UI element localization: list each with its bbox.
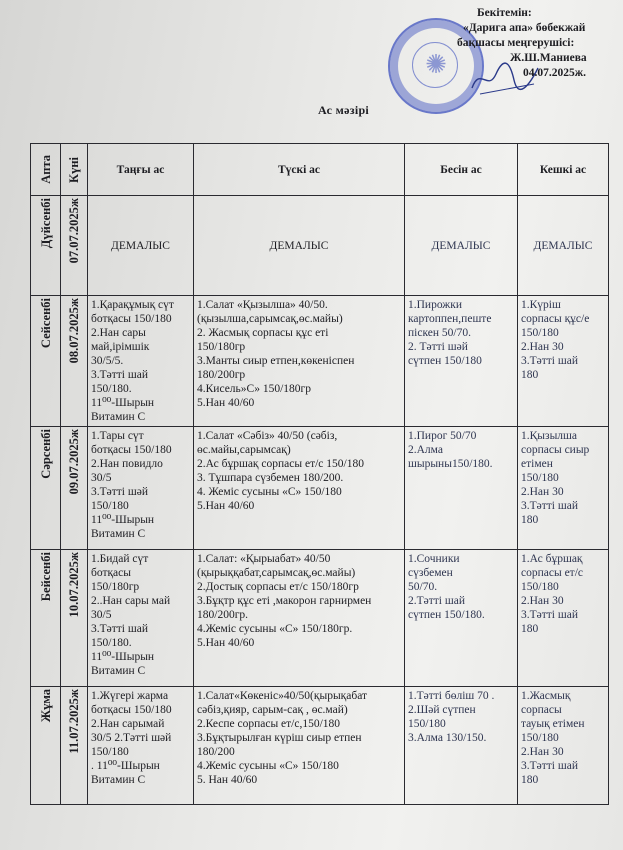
menu-item-line: сорпасы сиыр	[521, 444, 590, 456]
header-row	[31, 144, 609, 196]
menu-item-line: Витамин С	[91, 411, 146, 423]
menu-item-line: 30/5	[91, 472, 112, 484]
menu-item-line: 2.Нан повидло	[91, 458, 163, 470]
menu-item-line: 150/180.	[91, 637, 132, 649]
date-cell: 09.07.2025ж	[61, 427, 88, 550]
approval-line: бақшасы меңгерушісі:	[457, 37, 575, 49]
weekday-cell: Дүйсенбі	[31, 196, 61, 296]
supper-cell	[518, 427, 609, 550]
menu-item-line: 3.Тәтті шай	[521, 760, 578, 772]
menu-item-line: 11⁰⁰-Шырын	[91, 651, 155, 663]
menu-item-line: 2.Алма	[408, 444, 443, 456]
weekday-cell: Сейсенбі	[31, 296, 61, 427]
menu-item-line: сүтпен 150/180.	[408, 609, 485, 621]
menu-item-line: картоппен,пеште	[408, 313, 492, 325]
menu-item-line: 2..Нан сары май	[91, 595, 171, 607]
menu-item-line: 2.Нан 30	[521, 746, 564, 758]
menu-item-line: 3. Тұшпара сүзбемен 180/200.	[197, 472, 344, 484]
menu-item-line: сүтпен 150/180	[408, 355, 482, 367]
menu-item-line: 3.Тәтті шай	[521, 609, 578, 621]
menu-item-line: 4.Кисель»С» 150/180гр	[197, 383, 311, 395]
menu-item-line: 150/180	[521, 327, 559, 339]
menu-item-line: 4.Жеміс сусыны «С» 150/180	[197, 760, 339, 772]
menu-item-line: ботқасы 150/180	[91, 444, 172, 456]
header-breakfast: Таңғы ас	[88, 144, 194, 196]
menu-item-line: 2.Шәй сүтпен	[408, 704, 476, 716]
lunch-cell	[194, 296, 405, 427]
lunch-cell: ДЕМАЛЫС	[194, 196, 405, 296]
approval-line: 04.07.2025ж.	[523, 67, 586, 79]
snack-cell	[405, 550, 518, 687]
menu-item-line: май,ірімшік	[91, 341, 150, 353]
menu-item-line: 1.Қарақұмық сүт	[91, 299, 174, 311]
menu-item-line: (қызылша,сарымсақ,өс.майы)	[197, 313, 343, 325]
menu-item-line: 1.Бидай сүт	[91, 553, 149, 565]
menu-item-line: 1.Салат«Көкеніс»40/50(қырықабат	[197, 690, 368, 702]
menu-item-line: 180	[521, 369, 539, 381]
menu-item-line: 1.Ас бұршақ	[521, 553, 583, 565]
supper-cell	[518, 550, 609, 687]
menu-item-line: піскен 50/70.	[408, 327, 471, 339]
menu-item-line: 3.Тәтті шай	[91, 369, 148, 381]
menu-item-line: 2.Нан 30	[521, 486, 564, 498]
menu-item-line: Витамин С	[91, 528, 146, 540]
menu-item-line: 1.Салат: «Қырыабат» 40/50	[197, 553, 331, 565]
menu-item-line: 2.Нан 30	[521, 341, 564, 353]
supper-cell	[518, 687, 609, 805]
breakfast-cell	[88, 296, 194, 427]
approval-block	[455, 6, 620, 81]
menu-item-line: 30/5/5.	[91, 355, 124, 367]
header-lunch: Түскі ас	[194, 144, 405, 196]
breakfast-cell	[88, 550, 194, 687]
menu-item-line: тауық етімен	[521, 718, 585, 730]
menu-item-line: өс.майы,сарымсақ)	[197, 444, 291, 456]
menu-item-line: 3.Тәтті шай	[521, 355, 578, 367]
menu-item-line: 1.Жүгері жарма	[91, 690, 169, 702]
header-day: Күні	[61, 144, 88, 196]
menu-item-line: 11⁰⁰-Шырын	[91, 514, 155, 526]
menu-item-line: 3.Тәтті шәй	[91, 486, 148, 498]
weekday-cell: Сәрсенбі	[31, 427, 61, 550]
menu-item-line: 11⁰⁰-Шырын	[91, 397, 155, 409]
table-row	[31, 550, 609, 687]
approval-line: «Дарига апа» бөбекжай	[463, 22, 586, 34]
menu-item-line: 180/200	[197, 746, 235, 758]
date-cell: 11.07.2025ж	[61, 687, 88, 805]
menu-item-line: 150/180гр	[91, 581, 140, 593]
page-title: Ас мәзірі	[318, 103, 370, 117]
supper-cell: ДЕМАЛЫС	[518, 196, 609, 296]
menu-item-line: 2. Тәтті шәй	[408, 341, 468, 353]
menu-item-line: 1.Салат «Қызылша» 40/50.	[197, 299, 328, 311]
date-cell: 10.07.2025ж	[61, 550, 88, 687]
menu-item-line: 1.Күріш	[521, 299, 561, 311]
menu-item-line: 150/180.	[91, 383, 132, 395]
menu-item-line: 2.Нан 30	[521, 595, 564, 607]
menu-item-line: 5.Нан 40/60	[197, 637, 255, 649]
menu-item-line: шырыны150/180.	[408, 458, 493, 470]
menu-item-line: 150/180	[91, 500, 129, 512]
menu-item-line: 1.Салат «Сәбіз» 40/50 (сәбіз,	[197, 430, 338, 442]
menu-item-line: 1.Жасмық	[521, 690, 571, 702]
lunch-cell	[194, 427, 405, 550]
menu-item-line: 150/180гр	[197, 341, 246, 353]
table-row	[31, 427, 609, 550]
snack-cell: ДЕМАЛЫС	[405, 196, 518, 296]
weekday-cell: Бейсенбі	[31, 550, 61, 687]
breakfast-cell: ДЕМАЛЫС	[88, 196, 194, 296]
menu-item-line: 180	[521, 623, 539, 635]
menu-item-line: 1.Пирожки	[408, 299, 462, 311]
menu-item-line: 4. Жеміс сусыны «С» 150/180	[197, 486, 342, 498]
date-cell: 08.07.2025ж	[61, 296, 88, 427]
menu-item-line: 2.Тәтті шай	[408, 595, 465, 607]
menu-item-line: 3.Бұқтр құс еті ,макорон гарнирмен	[197, 595, 372, 607]
lunch-cell	[194, 687, 405, 805]
menu-item-line: 2.Нан сарымай	[91, 718, 165, 730]
menu-item-line: 3.Манты сиыр етпен,көкеніспен	[197, 355, 355, 367]
menu-item-line: 1.Сочники	[408, 553, 460, 565]
menu-item-line: 4.Жеміс сусыны «С» 150/180гр.	[197, 623, 353, 635]
weekday-cell: Жұма	[31, 687, 61, 805]
snack-cell	[405, 687, 518, 805]
table-row	[31, 687, 609, 805]
menu-item-line: 1.Тәтті бөліш 70 .	[408, 690, 495, 702]
menu-item-line: 150/180	[91, 746, 129, 758]
menu-item-line: сорпасы ет/с	[521, 567, 583, 579]
header-supper: Кешкі ас	[518, 144, 609, 196]
snack-cell	[405, 427, 518, 550]
menu-item-line: 2.Нан сары	[91, 327, 146, 339]
menu-table	[30, 143, 609, 805]
supper-cell	[518, 296, 609, 427]
menu-item-line: 1.Қызылша	[521, 430, 577, 442]
menu-item-line: 1.Пирог 50/70	[408, 430, 477, 442]
menu-item-line: ботқасы	[91, 567, 131, 579]
menu-item-line: 50/70.	[408, 581, 438, 593]
menu-item-line: Витамин С	[91, 665, 146, 677]
date-cell: 07.07.2025ж	[61, 196, 88, 296]
menu-item-line: 3.Тәтті шай	[521, 500, 578, 512]
header-week: Апта	[31, 144, 61, 196]
menu-item-line: 5.Нан 40/60	[197, 397, 255, 409]
menu-item-line: 180	[521, 774, 539, 786]
menu-item-line: 30/5	[91, 609, 112, 621]
menu-item-line: 2.Кеспе сорпасы ет/с,150/180	[197, 718, 341, 730]
menu-item-line: сәбіз,қияр, сарым-сақ , өс.май)	[197, 704, 348, 716]
menu-item-line: 3.Тәтті шай	[91, 623, 148, 635]
menu-item-line: 150/180	[521, 581, 559, 593]
menu-item-line: 180/200гр	[197, 369, 246, 381]
menu-item-line: 150/180	[521, 732, 559, 744]
menu-item-line: (қырыққабат,сарымсақ,өс.майы)	[197, 567, 356, 579]
menu-item-line: 3.Бұқтырылған күріш сиыр етпен	[197, 732, 362, 744]
menu-item-line: 5.Нан 40/60	[197, 500, 255, 512]
menu-item-line: Витамин С	[91, 774, 146, 786]
header-snack: Бесін ас	[405, 144, 518, 196]
lunch-cell	[194, 550, 405, 687]
menu-item-line: сорпасы	[521, 704, 562, 716]
menu-item-line: 2.Достық сорпасы ет/с 150/180гр	[197, 581, 359, 593]
menu-item-line: 3.Алма 130/150.	[408, 732, 487, 744]
menu-item-line: 150/180	[408, 718, 446, 730]
menu-item-line: 180	[521, 514, 539, 526]
menu-item-line: 2. Жасмық сорпасы құс еті	[197, 327, 329, 339]
menu-item-line: 150/180	[521, 472, 559, 484]
menu-item-line: 2.Ас бұршақ сорпасы ет/с 150/180	[197, 458, 364, 470]
approval-line: Бекітемін:	[477, 7, 532, 19]
menu-item-line: 30/5 2.Тәтті шәй	[91, 732, 172, 744]
menu-item-line: . 11⁰⁰-Шырын	[91, 760, 160, 772]
menu-item-line: етімен	[521, 458, 553, 470]
breakfast-cell	[88, 427, 194, 550]
menu-item-line: 180/200гр.	[197, 609, 249, 621]
table-row	[31, 296, 609, 427]
breakfast-cell	[88, 687, 194, 805]
approval-line: Ж.Ш.Маниева	[510, 52, 587, 64]
menu-item-line: сорпасы құс/е	[521, 313, 590, 325]
menu-item-line: ботқасы 150/180	[91, 704, 172, 716]
snack-cell	[405, 296, 518, 427]
menu-item-line: ботқасы 150/180	[91, 313, 172, 325]
seal-emblem-icon: ✺	[425, 50, 447, 79]
menu-item-line: 5. Нан 40/60	[197, 774, 258, 786]
menu-item-line: сүзбемен	[408, 567, 453, 579]
menu-item-line: 1.Тары сүт	[91, 430, 144, 442]
table-row	[31, 196, 609, 296]
